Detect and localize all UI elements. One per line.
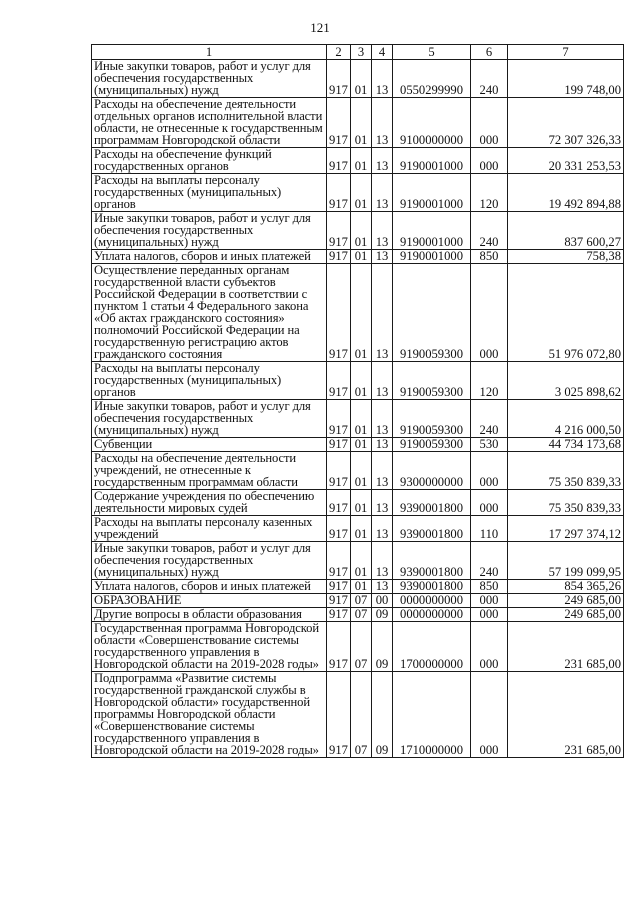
row-admin-code: 917: [327, 174, 351, 212]
row-subsection: 09: [372, 608, 393, 622]
table-row: [92, 264, 624, 362]
row-section: 01: [351, 542, 372, 580]
row-target-article: 0000000000: [393, 594, 471, 608]
row-expense-type: 530: [471, 438, 508, 452]
table-row: [92, 98, 624, 148]
row-subsection: 13: [372, 60, 393, 98]
row-section: 01: [351, 400, 372, 438]
row-expense-type: 120: [471, 174, 508, 212]
row-admin-code: 917: [327, 580, 351, 594]
table-row: [92, 250, 624, 264]
page-number: 121: [310, 20, 330, 35]
row-subsection: 09: [372, 672, 393, 758]
row-amount: 57 199 099,95: [508, 542, 624, 580]
row-target-article: 9100000000: [393, 98, 471, 148]
row-subsection: 13: [372, 264, 393, 362]
row-subsection: 13: [372, 174, 393, 212]
header-cell: 5: [393, 45, 471, 60]
row-section: 01: [351, 250, 372, 264]
row-name: Содержание учреждения по обеспечению деятельности мировых судей: [92, 490, 327, 516]
row-target-article: 9190001000: [393, 174, 471, 212]
row-subsection: 13: [372, 98, 393, 148]
row-admin-code: 917: [327, 622, 351, 672]
row-admin-code: 917: [327, 212, 351, 250]
row-name: Иные закупки товаров, работ и услуг для обеспечения государственных (муниципальных) нужд: [92, 542, 327, 580]
table-row: [92, 148, 624, 174]
row-target-article: 9300000000: [393, 452, 471, 490]
row-amount: 4 216 000,50: [508, 400, 624, 438]
row-expense-type: 240: [471, 60, 508, 98]
row-target-article: 9190001000: [393, 250, 471, 264]
row-section: 01: [351, 438, 372, 452]
row-expense-type: 000: [471, 148, 508, 174]
row-subsection: 13: [372, 580, 393, 594]
row-expense-type: 000: [471, 672, 508, 758]
row-amount: 854 365,26: [508, 580, 624, 594]
row-amount: 3 025 898,62: [508, 362, 624, 400]
row-expense-type: 000: [471, 608, 508, 622]
row-name: Расходы на выплаты персоналу государственных (муниципальных) органов: [92, 362, 327, 400]
row-admin-code: 917: [327, 516, 351, 542]
table-row: [92, 594, 624, 608]
row-target-article: 9190059300: [393, 400, 471, 438]
row-name: Иные закупки товаров, работ и услуг для обеспечения государственных (муниципальных) нужд: [92, 212, 327, 250]
row-section: 07: [351, 594, 372, 608]
row-name: Уплата налогов, сборов и иных платежей: [92, 250, 327, 264]
row-admin-code: 917: [327, 608, 351, 622]
row-amount: 837 600,27: [508, 212, 624, 250]
header-cell: 6: [471, 45, 508, 60]
row-amount: 17 297 374,12: [508, 516, 624, 542]
table-row: [92, 580, 624, 594]
row-section: 01: [351, 174, 372, 212]
row-name: Осуществление переданных органам государственной власти субъектов Российской Федерации в соответствии с пунктом 1 статьи 4 Федерального закона «Об актах гражданского состояния» полномочий Российской Федерации на государственную регистрацию актов гражданского состояния: [92, 264, 327, 362]
row-name: Государственная программа Новгородской области «Совершенствование системы государственного управления в Новгородской области на 2019-2028 годы»: [92, 622, 327, 672]
row-expense-type: 000: [471, 98, 508, 148]
row-section: 07: [351, 622, 372, 672]
row-subsection: 13: [372, 362, 393, 400]
table-row: [92, 362, 624, 400]
table-row: [92, 60, 624, 98]
row-subsection: 13: [372, 148, 393, 174]
row-target-article: 9390001800: [393, 542, 471, 580]
row-admin-code: 917: [327, 60, 351, 98]
row-amount: 44 734 173,68: [508, 438, 624, 452]
row-subsection: 13: [372, 490, 393, 516]
row-amount: 72 307 326,33: [508, 98, 624, 148]
row-expense-type: 120: [471, 362, 508, 400]
row-name: Иные закупки товаров, работ и услуг для обеспечения государственных (муниципальных) нужд: [92, 60, 327, 98]
row-name: Подпрограмма «Развитие системы государственной гражданской службы в Новгородской области» государственной программы Новгородской области «Совершенствование системы государственного управления в Новгородской области на 2019-2028 годы»: [92, 672, 327, 758]
row-section: 01: [351, 212, 372, 250]
row-subsection: 13: [372, 250, 393, 264]
row-target-article: 9390001800: [393, 580, 471, 594]
row-target-article: 0000000000: [393, 608, 471, 622]
row-section: 01: [351, 264, 372, 362]
table-row: [92, 490, 624, 516]
row-section: 01: [351, 98, 372, 148]
row-admin-code: 917: [327, 148, 351, 174]
row-admin-code: 917: [327, 264, 351, 362]
row-name: Расходы на обеспечение деятельности учреждений, не отнесенные к государственным программам области: [92, 452, 327, 490]
row-subsection: 13: [372, 452, 393, 490]
row-expense-type: 000: [471, 594, 508, 608]
row-admin-code: 917: [327, 490, 351, 516]
row-expense-type: 000: [471, 490, 508, 516]
row-expense-type: 000: [471, 622, 508, 672]
row-subsection: 13: [372, 400, 393, 438]
row-amount: 51 976 072,80: [508, 264, 624, 362]
row-name: Уплата налогов, сборов и иных платежей: [92, 580, 327, 594]
row-section: 01: [351, 516, 372, 542]
row-admin-code: 917: [327, 362, 351, 400]
table-header-row: [92, 45, 624, 60]
row-section: 01: [351, 148, 372, 174]
row-amount: 20 331 253,53: [508, 148, 624, 174]
row-expense-type: 850: [471, 250, 508, 264]
row-name: Расходы на обеспечение деятельности отдельных органов исполнительной власти области, не отнесенные к государственным программам Новгородской области: [92, 98, 327, 148]
row-name: ОБРАЗОВАНИЕ: [92, 594, 327, 608]
row-admin-code: 917: [327, 98, 351, 148]
row-admin-code: 917: [327, 400, 351, 438]
table-row: [92, 542, 624, 580]
table-row: [92, 400, 624, 438]
row-target-article: 9390001800: [393, 516, 471, 542]
row-name: Расходы на выплаты персоналу казенных учреждений: [92, 516, 327, 542]
table-row: [92, 438, 624, 452]
row-amount: 249 685,00: [508, 608, 624, 622]
table-row: [92, 212, 624, 250]
row-amount: 231 685,00: [508, 622, 624, 672]
row-subsection: 00: [372, 594, 393, 608]
header-cell: 1: [92, 45, 327, 60]
table-row: [92, 174, 624, 212]
row-amount: 199 748,00: [508, 60, 624, 98]
row-section: 01: [351, 452, 372, 490]
row-target-article: 9190059300: [393, 362, 471, 400]
row-subsection: 09: [372, 622, 393, 672]
header-cell: 4: [372, 45, 393, 60]
row-admin-code: 917: [327, 452, 351, 490]
header-cell: 7: [508, 45, 624, 60]
row-admin-code: 917: [327, 250, 351, 264]
row-section: 07: [351, 608, 372, 622]
row-subsection: 13: [372, 542, 393, 580]
row-target-article: 9190001000: [393, 148, 471, 174]
row-subsection: 13: [372, 516, 393, 542]
row-admin-code: 917: [327, 438, 351, 452]
row-section: 07: [351, 672, 372, 758]
row-amount: 75 350 839,33: [508, 490, 624, 516]
budget-table: [91, 44, 624, 758]
header-cell: 3: [351, 45, 372, 60]
row-expense-type: 110: [471, 516, 508, 542]
row-subsection: 13: [372, 438, 393, 452]
table-row: [92, 608, 624, 622]
row-expense-type: 000: [471, 452, 508, 490]
row-target-article: 9190001000: [393, 212, 471, 250]
table-row: [92, 452, 624, 490]
row-expense-type: 240: [471, 400, 508, 438]
row-expense-type: 000: [471, 264, 508, 362]
row-amount: 75 350 839,33: [508, 452, 624, 490]
row-target-article: 9190059300: [393, 438, 471, 452]
row-subsection: 13: [372, 212, 393, 250]
table-row: [92, 622, 624, 672]
row-expense-type: 240: [471, 542, 508, 580]
row-amount: 249 685,00: [508, 594, 624, 608]
row-name: Субвенции: [92, 438, 327, 452]
row-target-article: 0550299990: [393, 60, 471, 98]
row-amount: 19 492 894,88: [508, 174, 624, 212]
row-name: Расходы на обеспечение функций государственных органов: [92, 148, 327, 174]
table-row: [92, 672, 624, 758]
row-target-article: 9390001800: [393, 490, 471, 516]
header-cell: 2: [327, 45, 351, 60]
row-target-article: 1700000000: [393, 622, 471, 672]
row-admin-code: 917: [327, 542, 351, 580]
row-section: 01: [351, 60, 372, 98]
row-target-article: 1710000000: [393, 672, 471, 758]
row-expense-type: 240: [471, 212, 508, 250]
row-amount: 758,38: [508, 250, 624, 264]
row-name: Другие вопросы в области образования: [92, 608, 327, 622]
row-expense-type: 850: [471, 580, 508, 594]
row-admin-code: 917: [327, 594, 351, 608]
table-row: [92, 516, 624, 542]
row-section: 01: [351, 362, 372, 400]
row-name: Расходы на выплаты персоналу государственных (муниципальных) органов: [92, 174, 327, 212]
row-section: 01: [351, 490, 372, 516]
row-amount: 231 685,00: [508, 672, 624, 758]
row-section: 01: [351, 580, 372, 594]
row-admin-code: 917: [327, 672, 351, 758]
row-target-article: 9190059300: [393, 264, 471, 362]
row-name: Иные закупки товаров, работ и услуг для обеспечения государственных (муниципальных) нужд: [92, 400, 327, 438]
